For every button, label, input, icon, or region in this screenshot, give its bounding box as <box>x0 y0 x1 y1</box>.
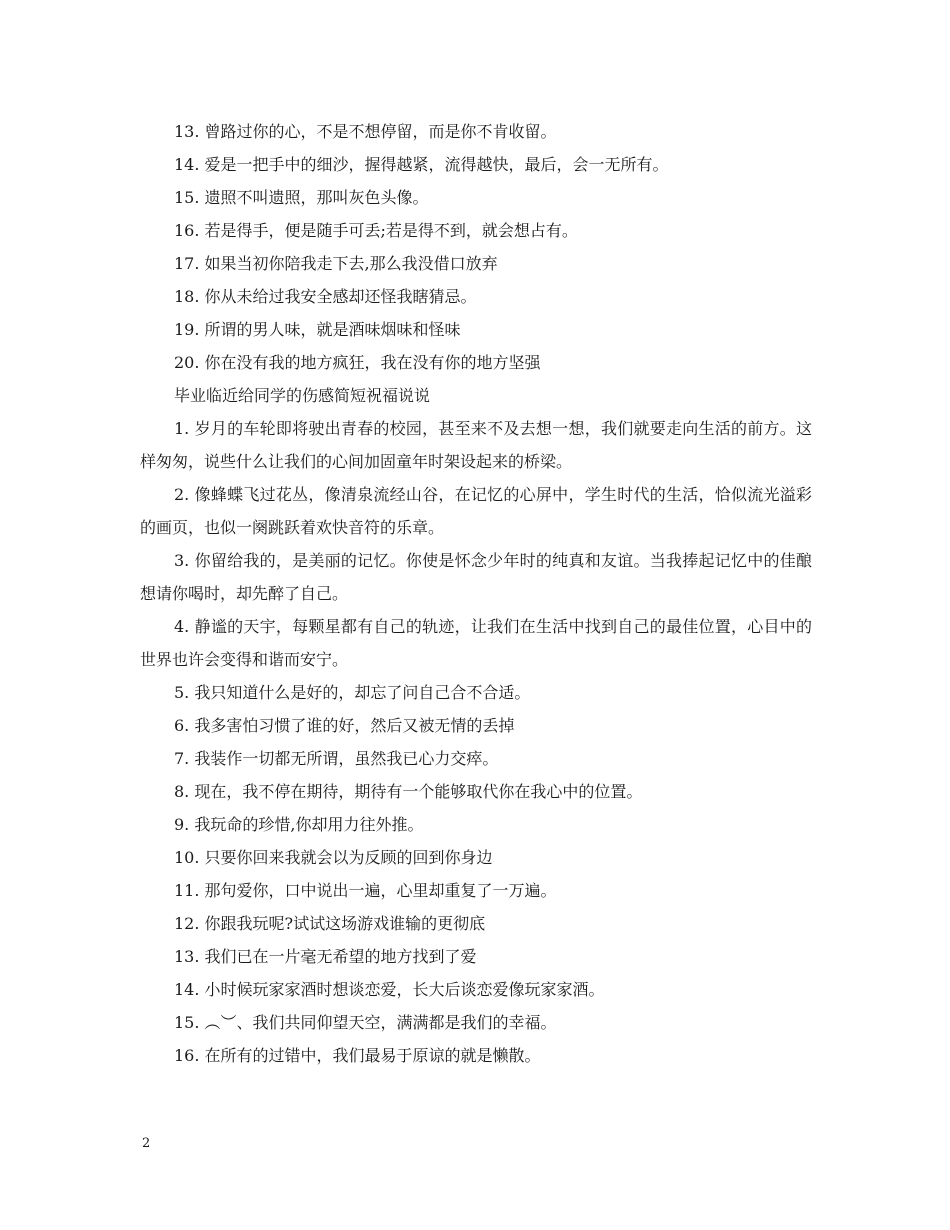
list-item: 20. 你在没有我的地方疯狂，我在没有你的地方坚强 <box>174 353 541 372</box>
list-item: 19. 所谓的男人味，就是酒味烟味和怪味 <box>174 320 461 339</box>
list-item: 13. 我们已在一片毫无希望的地方找到了爱 <box>174 947 477 966</box>
list-item: 13. 曾路过你的心，不是不想停留，而是你不肯收留。 <box>174 122 557 141</box>
list-item: 3. 你留给我的，是美丽的记忆。你使是怀念少年时的纯真和友谊。当我捧起记忆中的佳酿想请你喝时，却先醉了自己。 <box>140 551 812 603</box>
list-item: 8. 现在，我不停在期待，期待有一个能够取代你在我心中的位置。 <box>174 782 643 801</box>
list-item: 17. 如果当初你陪我走下去,那么我没借口放弃 <box>174 254 498 273</box>
list-item: 18. 你从未给过我安全感却还怪我瞎猜忌。 <box>174 287 477 306</box>
list-item: 15. ︵︶、我们共同仰望天空，满满都是我们的幸福。 <box>174 1013 557 1032</box>
list-item: 16. 在所有的过错中，我们最易于原谅的就是懒散。 <box>174 1046 541 1065</box>
page-number: 2 <box>142 1136 151 1151</box>
list-item: 11. 那句爱你，口中说出一遍，心里却重复了一万遍。 <box>174 881 557 900</box>
list-item: 15. 遗照不叫遗照，那叫灰色头像。 <box>174 188 429 207</box>
list-item: 6. 我多害怕习惯了谁的好，然后又被无情的丢掉 <box>174 716 515 735</box>
list-item: 12. 你跟我玩呢?试试这场游戏谁输的更彻底 <box>174 914 486 933</box>
list-item: 14. 小时候玩家家酒时想谈恋爱，长大后谈恋爱像玩家家酒。 <box>174 980 605 999</box>
list-item: 10. 只要你回来我就会以为反顾的回到你身边 <box>174 848 493 867</box>
document-body <box>140 115 812 1072</box>
list-item: 2. 像蜂蝶飞过花丛，像清泉流经山谷，在记忆的心屏中，学生时代的生活，恰似流光溢彩的画页，也似一阕跳跃着欢快音符的乐章。 <box>140 485 812 537</box>
list-item: 5. 我只知道什么是好的，却忘了问自己合不合适。 <box>174 683 531 702</box>
list-item: 4. 静谧的天宇，每颗星都有自己的轨迹，让我们在生活中找到自己的最佳位置，心目中的世界也许会变得和谐而安宁。 <box>140 617 812 669</box>
list-item: 1. 岁月的车轮即将驶出青春的校园，甚至来不及去想一想，我们就要走向生活的前方。这样匆匆，说些什么让我们的心间加固童年时架设起来的桥梁。 <box>140 419 812 471</box>
list-item: 16. 若是得手，便是随手可丢;若是得不到，就会想占有。 <box>174 221 578 240</box>
list-item: 7. 我装作一切都无所谓，虽然我已心力交瘁。 <box>174 749 499 768</box>
section-heading: 毕业临近给同学的伤感简短祝福说说 <box>174 386 431 405</box>
list-item: 9. 我玩命的珍惜,你却用力往外推。 <box>174 815 424 834</box>
list-item: 14. 爱是一把手中的细沙，握得越紧，流得越快，最后，会一无所有。 <box>174 155 669 174</box>
